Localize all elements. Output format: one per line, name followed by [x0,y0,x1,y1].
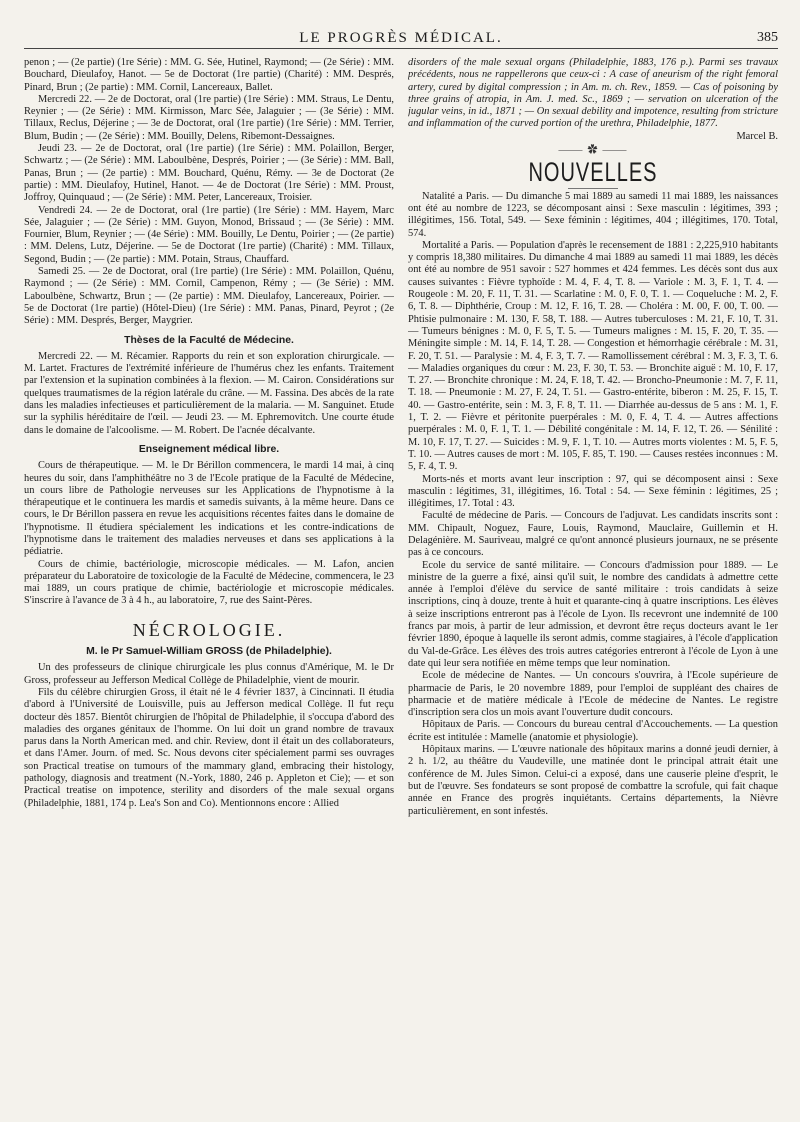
mortalite-paragraph: Mortalité a Paris. — Population d'après le recensement de 1881 : 2,225,910 habitants y compris 18,380 militaires. Du dimanche 4 mai 1889 au samedi 11 mai 1889, les décès ont été au nombre de 951 savoir : 527 hommes et 424 femmes. Les décès sont dus aux causes suivantes : Fièvre typhoïde : M. 4, F. 4, T. 8. — Variole : M. 3, F. 1, T. 4. — Rougeole : M. 20, F. 11, T. 31. — Scarlatine : M. 0, F. 0, T. 1. — Coqueluche : M. 2, F. 6, T. 8. — Diphthérie, Croup : M. 12, F. 16, T. 28. — Choléra : M. 00, F. 00, T. 00. — Phtisie pulmonaire : M. 130, F. 58, T. 188. — Autres tuberculoses : M. 21, F. 10, T. 31. — Tumeurs bénignes : M. 0, F. 5, T. 5. — Tumeurs malignes : M. 15, F. 20, T. 35. — Méningite simple : M. 14, F. 14, T. 28. — Congestion et hémorrhagie cérébrale : M. 31, F. 20, T. 51. — Paralysie : M. 4, F. 3, T. 7. — Ramollissement cérébral : M. 3, F. 3, T. 6. — Maladies organiques du cœur : M. 23, F. 30, T. 53. — Bronchite aiguë : M. 10, F. 17, T. 27. — Bronchite chronique : M. 24, F. 18, T. 42. — Broncho-Pneumonie : M. 7, F. 11, T. 18. — Pneumonie : M. 27, F. 24, T. 51. — Gastro-entérite, biberon : M. 25, F. 15, T. 40. — Gastro-entérite, sein : M. 3, F. 8, T. 11. — Diarrhée au-dessus de 5 ans : M. 1, F. 1, T. 2. — Fièvre et péritonite puerpérales : M. 0, F. 4, T. 4. — Autres affections puerpérales : M. 0, F. 1, T. 1. — Débilité congénitale : M. 14, F. 12, T. 26. — Sénilité : M. 10, F. 17, T. 27. — Suicides : M. 9, F. 1, T. 10. — Autres morts violentes : M. 5, F. 5, T. 10. — Autres causes de mort : M. 105, F. 85, T. 190. — Causes restées inconnues : M. 5, F. 4, T. 9. [408,239,778,473]
two-column-body [24,57,778,1112]
obituary-subject: M. le Pr Samuel-William GROSS (de Philadelphie). [86,646,332,658]
therapeutique-course-paragraph: Cours de thérapeutique. — M. le Dr Bérillon commencera, le mardi 14 mai, à cinq heures du soir, dans l'amphithéâtre no 3 de l'Ecole pratique de la Faculté de Médecine, un cours libre de Pathologie nerveuses sur les Applications de l'hypnotisme à la thérapeutique et le continuera les mardis et samedis suivants, à la même heure. Dans ce cours, le Dr Bérillon passera en revue les acquisitions récentes faites dans le domaine de l'hypnotisme. Il étudiera spécialement les indications et les contre-indications de l'hypnotisme dans le traitement des maladies nerveuses et dans ses applications à la pédiatrie. [24,460,394,558]
ornament-divider: ⸻ ✿ ⸻ [558,145,628,157]
running-header [24,30,778,49]
exam-schedule-friday: Vendredi 24. — 2e de Doctorat, oral (1re partie) (1re Série) : MM. Hayem, Marc Sée, Jalaguier ; — (2e Série) : MM. Guyon, Monod, Brissaud ; — (3e Série) : MM. Fournier, Blum, Reynier ; — (4e Série) : MM. Bouilly, Le Dentu, Poirier ; — (2e partie) : MM. Delens, Lutz, Déjerine. — 5e de Doctorat (1re partie) (Charité) : MM. Tillaux, Segond, Budin ; — (2e partie) : MM. Potain, Straus, Chauffard. [24,204,394,265]
obituary-intro: Un des professeurs de clinique chirurgicale les plus connus d'Amérique, M. le Dr Gross, professeur au Jefferson Medical Collège de Philadelphie, vient de mourir. [24,662,394,686]
right-column [408,57,778,1112]
obituary-continuation: disorders of the male sexual organs (Philadelphie, 1883, 176 p.). Parmi ses travaux précédents, nous ne rappellerons que ceux-ci : A case of aneurism of the right femoral artery, cured by digital compression ; in Am. m. ch. Rev., 1859. — Cas of poisoning by three grains of atropia, in Am. J. med. Sc., 1869 ; — servation on ulceration of the jugular veins, in id., 1871 ; — On sexual debility and impotence, resulting from stricture and inflammation of the curved portion of the urethra, Philadelphie, 1877. [408,57,778,130]
service-sante-paragraph: Ecole du service de santé militaire. — Concours d'admission pour 1889. — Le ministre de la guerre a fixé, ainsi qu'il suit, le nombre des candidats à admettre cette année à l'emploi d'élève du service de santé militaire : trois candidats à seize inscriptions, cinq à douze, trente à huit et quarante-cinq à quatre inscriptions. Les élèves à seize inscriptions entreront pas à l'école de Lyon. Ils recevront une indemnité de 100 francs par mois, à partir de leur admission, et devront être reçus docteurs avant le 1er février 1890, époque à laquelle ils seront admis, comme stagiaires, à l'école d'application du Val-de-Grâce. Les élèves des trois autres catégories entreront à l'école de Lyon à une date qui leur sera notifiée en même temps que leur nomination. [408,559,778,669]
obituary-signature: Marcel B. [736,130,778,142]
nantes-paragraph: Ecole de médecine de Nantes. — Un concours s'ouvrira, à l'Ecole supérieure de pharmacie de Paris, le 20 novembre 1889, pour l'emploi de suppléant des chaires de pharmacie et de matière médicale à l'Ecole de médecine de Nantes. Le registre d'inscription sera clos un mois avant l'ouverture dudit concours. [408,670,778,719]
exam-schedule-saturday: Samedi 25. — 2e de Doctorat, oral (1re partie) (1re Série) : MM. Polaillon, Quénu, Raymond ; — (2e Série) : MM. Cornil, Campenon, Rémy ; — (3e Série) : MM. Laboulbène, Schwartz, Brun ; — (2e partie) : MM. Dieulafoy, Lancereaux, Poirier. — 5e de Doctorat (1re partie) (Hôtel-Dieu) (1re Série) : MM. Panas, Pinard, Peyrot ; (2e Série) : MM. Després, Berger, Maygrier. [24,266,394,327]
nouvelles-heading: NOUVELLES [528,158,658,189]
theses-paragraph: Mercredi 22. — M. Récamier. Rapports du rein et son exploration chirurgicale. — M. Lartet. Fractures de l'extrémité inférieure de l'humérus chez les enfants. Traitement par l'extension et la supination combinées à la flexion. — M. Cairon. Considérations sur quelques traumatismes de la région latérale du crâne. — M. Fassina. Des abcès de la rate dans les maladies infectieuses et particulièrement de la malaria. — M. Sanguinet. Etude sur la syphilis héréditaire de l'œil. — Jeudi 23. — M. Ephremovitch. Une courte étude dans le domaine de l'alcoolisme. — M. Robert. De l'acnée décalvante. [24,350,394,436]
exam-schedule-wednesday: Mercredi 22. — 2e de Doctorat, oral (1re partie) (1re Série) : MM. Straus, Le Dentu, Reynier ; — (2e Série) : MM. Kirmisson, Marc Sée, Jalaguier ; — (3e Série) : MM. Tillaux, Reclus, Déjerine ; — 3e de Doctorat, oral (1re partie) (1re Série) : MM. Terrier, Blum, Budin ; — (2e Série) : MM. Bouilly, Delens, Ribemont-Dessaignes. [24,93,394,142]
hopitaux-paris-paragraph: Hôpitaux de Paris. — Concours du bureau central d'Accouchements. — La question écrite est intitulée : Mamelle (anatomie et physiologie). [408,719,778,743]
obituary-biography: Fils du célèbre chirurgien Gross, il était né le 4 février 1837, à Cincinnati. Il étudia d'abord à l'Université de Louisville, puis au Jefferson medical Collège. Il fut reçu docteur dès 1857. Bientôt chirurgien de l'hôpital de Philadelphie, il s'occupa d'abord des maladies des organes génitaux de l'homme. On lui doit un grand nombre de travaux parus dans la North American med. and chir. Review, dont il était un des collaborateurs, et dans l'Amer. Journ. of med. Sc. Nous devons citer spécialement parmi ses ouvrages son Practical treatise on tumours of the mammary gland, embracing their histology, pathology, diagnosis and treatment (N.-York, 1880, 246 p. Appleton et Cie); — et son Practical treatise on impotence, sterility and disorders of the male sexual organs (Philadelphie, 1881, 174 p. Lea's Son and Co). Mentionnons encore : Allied [24,686,394,809]
hopitaux-marins-paragraph: Hôpitaux marins. — L'œuvre nationale des hôpitaux marins a donné jeudi dernier, à 2 h. 1/2, au théâtre du Vaudeville, une matinée dont le principal attrait était une conférence de M. Jules Simon. Celui-ci a exposé, dans une causerie pleine d'esprit, le but de l'œuvre. Ses fondateurs se sont proposé de combattre la scrofule, qui fait chaque année en France des progrès inquiétants. Certains départements, la Nièvre particulièrement, en sont infestés. [408,744,778,817]
page-number: 385 [757,30,778,45]
exam-schedule-continuation: penon ; — (2e partie) (1re Série) : MM. G. Sée, Hutinel, Raymond; — (2e Série) : MM. Bouchard, Dieulafoy, Hanot. — 5e de Doctorat (1re partie) (Charité) : MM. Després, Pinard, Brun ; (2e partie) : MM. Cornil, Lancereaux, Ballet. [24,57,394,93]
journal-title: LE PROGRÈS MÉDICAL. [299,30,503,46]
natalite-paragraph: Natalité a Paris. — Du dimanche 5 mai 1889 au samedi 11 mai 1889, les naissances ont été au nombre de 1223, se décomposant ainsi : Sexe masculin : légitimes, 393 ; illégitimes, 156. Total, 549. — Sexe féminin : légitimes, 404 ; illégitimes, 170. Total, 574. [408,190,778,239]
necrologie-heading: NÉCROLOGIE. [132,619,286,640]
exam-schedule-thursday: Jeudi 23. — 2e de Doctorat, oral (1re partie) (1re Série) : MM. Polaillon, Berger, Schwartz ; — (2e Série) : MM. Laboulbène, Després, Poirier ; — (3e Série) : MM. Ball, Panas, Brun ; — (2e partie) : MM. Bouchard, Quénu, Rémy. — 3e de Doctorat (2e partie) : MM. Dieulafoy, Hutinel, Hanot. — 4e de Doctorat (1re Série) : MM. Proust, Joffroy, Quinquaud ; — (2e Série) : MM. Peter, Lancereaux, Troisier. [24,143,394,204]
theses-heading: Thèses de la Faculté de Médecine. [124,334,294,346]
heading-rule [568,188,618,189]
left-column [24,57,394,1112]
morts-nes-paragraph: Morts-nés et morts avant leur inscription : 97, qui se décomposent ainsi : Sexe masculin : légitimes, 31, illégitimes, 16. Total : 54. — Sexe féminin : légitimes, 25 ; illégitimes, 17. Total : 43. [408,473,778,510]
enseignement-heading: Enseignement médical libre. [138,443,280,455]
faculte-paragraph: Faculté de médecine de Paris. — Concours de l'adjuvat. Les candidats inscrits sont : MM. Chipault, Noguez, Faure, Louis, Raymond, Mauclaire, Guillemin et H. Delagénière. M. Sauriveau, malgré ce qu'ont annoncé plusieurs journaux, ne se présente pas à ce concours. [408,510,778,559]
chimie-course-paragraph: Cours de chimie, bactériologie, microscopie médicales. — M. Lafon, ancien préparateur du Laboratoire de toxicologie de la Faculté de Médecine, commencera, le 23 mai 1889, un cours pratique de chimie, bactériologie et microscopie médicales. S'inscrire à l'avance de 3 à 4 h., au laboratoire, 7, rue des Saint-Pères. [24,558,394,607]
